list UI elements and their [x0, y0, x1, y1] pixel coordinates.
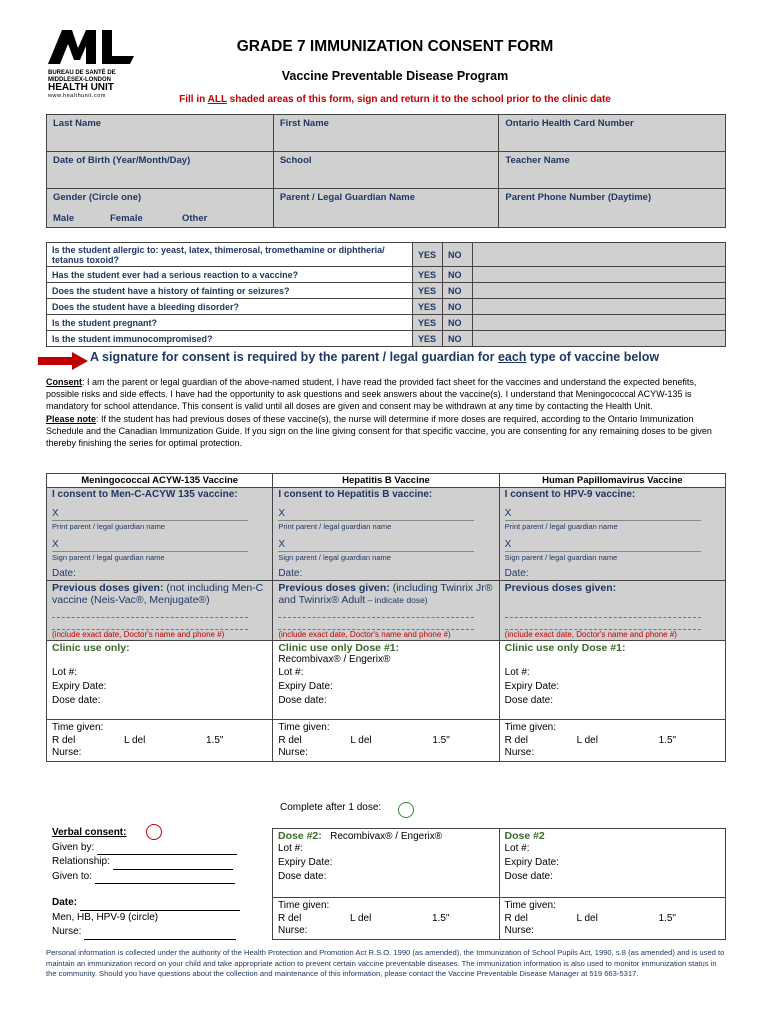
given-by-label: Given by: — [52, 841, 95, 853]
hepb-dose-date[interactable]: Dose date: — [278, 695, 327, 706]
red-arrow-icon — [38, 352, 88, 370]
r-del[interactable]: R del — [278, 913, 302, 924]
hepb-prev-small: – indicate dose) — [365, 595, 428, 605]
men-clinic-head: Clinic use only: — [52, 642, 130, 654]
hpv-lot[interactable]: Lot #: — [504, 667, 530, 678]
hepb-prev-line-1[interactable] — [278, 606, 474, 618]
gender-label: Gender (Circle one) — [53, 192, 142, 203]
hpv-previous-doses — [505, 582, 720, 594]
privacy-notice: Personal information is collected under the authority of the Health Protection and Promotion Act R.S.O. 1990 (as amended), the Immunization of School Pupils Act, 1990, s.8 (as amended) and is used to maintain an immunization record on your child and take appropriate action to prevent certain vaccine preventable diseases. The immunization information is also used to monitor immunization status in the community. Should you have questions about the collection and maintenance of this information, please contact the Vaccine Preventable Disease Manager at 519 663-5317. — [46, 948, 725, 978]
last-name-field[interactable] — [47, 115, 274, 152]
verbal-consent-circle-icon — [146, 824, 162, 840]
hpv-administration-cell — [499, 720, 725, 762]
yes-option[interactable]: YES — [413, 315, 443, 331]
r-del[interactable]: R del — [52, 735, 76, 746]
men-previous-doses-cell[interactable] — [47, 581, 273, 641]
men-prev-bold: Previous doses given: — [52, 582, 164, 594]
hepb-consent-date[interactable]: Date: — [278, 568, 303, 579]
dob-label: Date of Birth (Year/Month/Day) — [53, 155, 191, 166]
r-del[interactable]: R del — [278, 735, 302, 746]
hpv-sign-name-note: Sign parent / legal guardian name — [504, 553, 618, 562]
men-prev-line-2[interactable] — [52, 618, 248, 630]
parent-phone-field[interactable] — [499, 189, 726, 228]
hpv-time-given[interactable]: Time given: — [504, 722, 556, 733]
hepb-sign-name-line[interactable]: X — [278, 539, 474, 552]
hepb-include-note: (include exact date, Doctor's name and phone #) — [278, 630, 451, 639]
hepb-dose2-dose-date[interactable]: Dose date: — [278, 871, 327, 882]
banner-pre: A signature for consent is required by the parent / legal guardian for — [90, 350, 498, 364]
question-text: Does the student have a bleeding disorder? — [47, 299, 413, 315]
question-text: Is the student pregnant? — [47, 315, 413, 331]
verbal-circle-note: Men, HB, HPV-9 (circle) — [52, 911, 159, 923]
question-row — [47, 315, 726, 331]
question-notes-cell[interactable] — [473, 315, 726, 331]
yes-option[interactable]: YES — [413, 331, 443, 347]
hpv-sign-name-line[interactable]: X — [505, 539, 701, 552]
gender-male[interactable]: Male — [53, 213, 75, 224]
l-del[interactable]: L del — [124, 735, 146, 746]
hepb-expiry[interactable]: Expiry Date: — [278, 681, 333, 692]
hepb-clinic-use-cell — [273, 641, 499, 720]
question-text: Is the student immunocompromised? — [47, 331, 413, 347]
question-text: Has the student ever had a serious reaction to a vaccine? — [47, 267, 413, 283]
men-sign-name-note: Sign parent / legal guardian name — [52, 553, 165, 562]
needle-size: 1.5" — [658, 913, 676, 924]
teacher-field[interactable] — [499, 152, 726, 189]
hpv-nurse[interactable]: Nurse: — [504, 747, 535, 758]
hepb-clinic-sub: Recombivax® / Engerix® — [278, 654, 391, 665]
men-vaccine-header: Meningococcal ACYW-135 Vaccine — [47, 474, 273, 488]
signature-banner — [90, 350, 659, 364]
hpv-vaccine-header: Human Papillomavirus Vaccine — [499, 474, 725, 488]
question-text: Does the student have a history of fainting or seizures? — [47, 283, 413, 299]
hepb-prev-line-2[interactable] — [278, 618, 474, 630]
yes-option[interactable]: YES — [413, 267, 443, 283]
men-administration-cell — [47, 720, 273, 762]
given-by-line[interactable] — [97, 844, 237, 855]
needle-size: 1.5" — [432, 735, 450, 746]
question-notes-cell[interactable] — [473, 283, 726, 299]
hepb-injection-site — [278, 735, 493, 746]
hpv-include-note: (include exact date, Doctor's name and phone #) — [504, 630, 677, 639]
hepb-prev-bold: Previous doses given: — [278, 582, 390, 594]
men-clinic-use-cell — [47, 641, 273, 720]
health-card-label: Ontario Health Card Number — [505, 118, 634, 129]
hepb-print-name-note: Print parent / legal guardian name — [278, 522, 392, 531]
men-include-note: (include exact date, Doctor's name and phone #) — [52, 630, 225, 639]
banner-post: type of vaccine below — [526, 350, 660, 364]
relationship-label: Relationship: — [52, 856, 110, 867]
hpv-clinic-sub — [505, 654, 720, 666]
hepb-dose2-site — [278, 913, 494, 924]
student-info-table — [46, 114, 726, 228]
banner-each: each — [497, 350, 527, 364]
fill-instructions — [0, 94, 770, 105]
hpv-dose2-site — [505, 913, 721, 924]
hepb-consent-line: I consent to Hepatitis B vaccine: — [278, 489, 433, 500]
hepb-lot[interactable]: Lot #: — [278, 667, 304, 678]
instr-pre: Fill in — [179, 94, 208, 105]
men-consent-date[interactable]: Date: — [52, 568, 76, 579]
given-to-label: Given to: — [52, 870, 93, 882]
hpv-consent-line: I consent to HPV-9 vaccine: — [504, 489, 636, 500]
hepb-clinic-head: Clinic use only Dose #1: — [278, 642, 400, 654]
first-name-label: First Name — [279, 118, 329, 129]
no-option[interactable]: NO — [443, 283, 473, 299]
no-option[interactable]: NO — [443, 243, 473, 267]
men-prev-rest: (not including Men-C vaccine (Neis-Vac®, Menjugate®) — [52, 582, 264, 606]
men-prev-line-1[interactable] — [52, 606, 248, 618]
r-del[interactable]: R del — [504, 735, 529, 746]
verbal-date-label: Date: — [52, 897, 78, 908]
logo-line-3: HEALTH UNIT — [48, 82, 114, 93]
hpv-prev-line-2[interactable] — [505, 618, 701, 630]
logo-line-1: BUREAU DE SANTÉ DE — [48, 70, 116, 76]
no-option[interactable]: NO — [443, 315, 473, 331]
hepb-previous-doses — [278, 582, 493, 606]
yes-option[interactable]: YES — [413, 243, 443, 267]
consent-text — [46, 376, 726, 449]
men-previous-doses — [52, 582, 267, 606]
school-label: School — [279, 155, 312, 166]
hepb-time-given[interactable]: Time given: — [278, 722, 330, 733]
last-name-label: Last Name — [53, 118, 102, 129]
no-option[interactable]: NO — [443, 267, 473, 283]
health-questions-table — [46, 242, 726, 347]
hepb-dose2-brands: Recombivax® / Engerix® — [330, 831, 443, 842]
hpv-dose2-expiry[interactable]: Expiry Date: — [504, 857, 559, 868]
hpv-dose2-head: Dose #2 — [504, 830, 545, 842]
hepb-dose2-nurse[interactable]: Nurse: — [278, 925, 308, 936]
men-time-given[interactable]: Time given: — [52, 722, 104, 733]
hepb-administration-cell — [273, 720, 499, 762]
needle-size: 1.5" — [432, 913, 450, 924]
verbal-nurse-line[interactable] — [84, 929, 236, 940]
question-notes-cell[interactable] — [473, 243, 726, 267]
men-print-name-line[interactable]: X — [52, 508, 248, 521]
form-subtitle: Vaccine Preventable Disease Program — [281, 69, 509, 83]
hpv-consent-date[interactable]: Date: — [504, 568, 529, 579]
hpv-clinic-head: Clinic use only Dose #1: — [504, 642, 626, 654]
guardian-name-field[interactable] — [273, 189, 499, 228]
verbal-consent-head: Verbal consent: — [52, 827, 127, 838]
guardian-name-label: Parent / Legal Guardian Name — [279, 192, 415, 203]
hpv-dose2-lot[interactable]: Lot #: — [504, 843, 530, 854]
question-row — [47, 331, 726, 347]
needle-size: 1.5" — [658, 735, 677, 746]
l-del[interactable]: L del — [350, 913, 372, 924]
hpv-dose-date[interactable]: Dose date: — [504, 695, 554, 706]
hpv-clinic-use-cell — [499, 641, 725, 720]
hpv-print-name-line[interactable]: X — [505, 508, 701, 521]
l-del[interactable]: L del — [350, 735, 372, 746]
verbal-nurse-label: Nurse: — [52, 926, 82, 937]
please-note-label: Please note — [46, 413, 97, 424]
school-field[interactable] — [273, 152, 499, 189]
gender-female[interactable]: Female — [110, 213, 143, 224]
no-option[interactable]: NO — [443, 331, 473, 347]
verbal-consent-block — [52, 826, 262, 940]
verbal-date-line[interactable] — [80, 900, 240, 911]
instr-all: ALL — [207, 94, 227, 105]
l-del[interactable]: L del — [576, 735, 598, 746]
logo-url: www.healthunit.com — [48, 93, 106, 99]
l-del[interactable]: L del — [576, 913, 598, 924]
gender-other[interactable]: Other — [182, 213, 208, 224]
hepb-vaccine-header: Hepatitis B Vaccine — [273, 474, 499, 488]
hpv-dose2-dose-date[interactable]: Dose date: — [504, 871, 553, 882]
hepb-dose2-lot[interactable]: Lot #: — [278, 843, 304, 854]
yes-option[interactable]: YES — [413, 283, 443, 299]
hepb-previous-doses-cell[interactable] — [273, 581, 499, 641]
form-title: GRADE 7 IMMUNIZATION CONSENT FORM — [236, 38, 554, 55]
vaccine-consent-table — [46, 473, 726, 762]
consent-label: Consent — [46, 377, 82, 387]
question-row — [47, 299, 726, 315]
men-print-name-note: Print parent / legal guardian name — [52, 522, 165, 531]
men-consent-cell — [47, 488, 273, 581]
hepb-consent-cell — [273, 488, 499, 581]
instr-post: shaded areas of this form, sign and return it to the school prior to the clinic date — [226, 94, 611, 105]
question-notes-cell[interactable] — [473, 267, 726, 283]
question-row — [47, 283, 726, 299]
hpv-print-name-note: Print parent / legal guardian name — [504, 522, 618, 531]
r-del[interactable]: R del — [504, 913, 528, 924]
question-text: Is the student allergic to: yeast, latex, thimerosal, tromethamine or diphtheria/ tetanus toxoid? — [47, 243, 413, 267]
men-consent-line: I consent to Men-C-ACYW 135 vaccine: — [52, 489, 238, 500]
dob-field[interactable] — [47, 152, 274, 189]
men-injection-site — [52, 735, 267, 746]
hpv-dose2-time[interactable]: Time given: — [504, 900, 556, 911]
gender-field[interactable] — [47, 189, 274, 228]
hpv-dose2-nurse[interactable]: Nurse: — [504, 925, 534, 936]
question-notes-cell[interactable] — [473, 299, 726, 315]
men-expiry[interactable]: Expiry Date: — [52, 681, 107, 692]
men-clinic-sub — [52, 654, 267, 666]
hpv-prev-line-1[interactable] — [505, 606, 701, 618]
hepb-dose2-head: Dose #2: — [278, 830, 322, 842]
hpv-prev-bold: Previous doses given: — [504, 582, 617, 594]
first-name-field[interactable] — [273, 115, 499, 152]
question-row — [47, 243, 726, 267]
relationship-line[interactable] — [113, 859, 233, 870]
hepb-dose2-time[interactable]: Time given: — [278, 900, 330, 911]
hepb-print-name-line[interactable]: X — [278, 508, 474, 521]
consent-body: : I am the parent or legal guardian of the above-named student, I have read the provided fact sheet for the vaccines and understand the expected benefits, possible risks and side effects. I have had the opportunity to ask questions and seek answers about the vaccine(s). I understand that Meningococcal ACYW-135 is mandatory for school attendance. This consent is valid until all doses are given and consent may be withdrawn at any time by contacting the Health Unit. — [46, 377, 697, 412]
needle-size: 1.5" — [206, 735, 224, 746]
hepb-dose2-expiry[interactable]: Expiry Date: — [278, 857, 333, 868]
men-nurse[interactable]: Nurse: — [52, 747, 82, 758]
complete-circle-checkbox[interactable] — [398, 802, 414, 818]
question-notes-cell[interactable] — [473, 331, 726, 347]
hpv-injection-site — [505, 735, 720, 746]
hpv-expiry[interactable]: Expiry Date: — [504, 681, 560, 692]
hpv-previous-doses-cell[interactable] — [499, 581, 725, 641]
no-option[interactable]: NO — [443, 299, 473, 315]
given-to-line[interactable] — [95, 873, 235, 884]
hepb-prev-rest: (including Twinrix Jr® and Twinrix® Adult — [278, 582, 493, 606]
hpv-consent-cell — [499, 488, 725, 581]
men-dose-date[interactable]: Dose date: — [52, 695, 101, 706]
men-lot[interactable]: Lot #: — [52, 667, 78, 678]
men-sign-name-line[interactable]: X — [52, 539, 248, 552]
please-note-body: : If the student has had previous doses of these vaccine(s), the nurse will determine if more doses are required, according to the Ontario Immunization Schedule and the Canadian Immunization Guide. If you sign on the line giving consent for that specific vaccine, you are consenting for any remaining doses to be given thereby finishing the series for optimal protection. — [46, 413, 712, 449]
complete-after-one-dose: Complete after 1 dose: — [280, 802, 382, 813]
hepb-sign-name-note: Sign parent / legal guardian name — [278, 553, 391, 562]
yes-option[interactable]: YES — [413, 299, 443, 315]
logo-line-2: MIDDLESEX-LONDON — [48, 76, 111, 83]
parent-phone-label: Parent Phone Number (Daytime) — [505, 192, 652, 203]
health-card-field[interactable] — [499, 115, 726, 152]
dose2-table — [272, 828, 726, 940]
question-row — [47, 267, 726, 283]
hepb-nurse[interactable]: Nurse: — [278, 747, 308, 758]
teacher-label: Teacher Name — [505, 155, 570, 166]
